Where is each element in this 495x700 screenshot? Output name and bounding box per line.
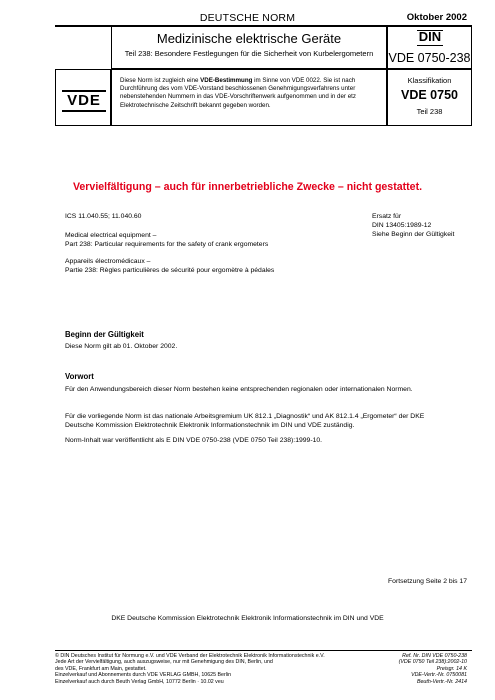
document-title: Medizinische elektrische Geräte [156,31,342,46]
note-text-end: im Sinne von VDE 0022. Sie ist nach Durchführung des vom VDE-Vorstand beschlossenen Genehmigungsverfahrens unter nebenstehenden Nummern in das VDE-Vorschriftenwerk aufgenommen und in der etz Elektrotechnische Zeitschrift bekannt gegeben worden. [120,77,356,109]
classification-label: Klassifikation [407,76,452,85]
validity-text: Diese Norm gilt ab 01. Oktober 2002. [65,343,178,350]
foreword-paragraph-2 [65,412,470,430]
classification-part: Teil 238 [416,107,443,116]
english-title-line2: Part 238: Particular requirements for the safety of crank ergometers [65,241,269,248]
footer-left-line: Einzelverkauf und Abonnements durch VDE VERLAG GMBH, 10625 Berlin [55,672,232,679]
footer-right-line: Ref. Nr. DIN VDE 0750-238 [402,653,467,659]
footer-left-line: Jede Art der Vervielfältigung, auch auszugsweise, nur mit Genehmigung des DIN, Berlin, und [55,659,273,666]
replaced-standard: DIN 13405:1989-12 [372,222,432,229]
footer-left-line: © DIN Deutsches Institut für Normung e.V. und VDE Verband der Elektrotechnik Elektronik Informationstechnik e.V. [55,653,325,659]
classification-code: VDE 0750 [401,88,458,102]
validity-heading: Beginn der Gültigkeit [65,330,144,339]
footer-reference [399,653,467,685]
dke-line: DKE Deutsche Kommission Elektrotechnik Elektronik Informationstechnik im DIN und VDE [111,615,384,622]
classification-box [387,69,472,126]
footer-right-line: (VDE 0750 Teil 238):2002-10 [398,659,467,666]
foreword-paragraph-2-line2: Deutsche Kommission Elektrotechnik Elektronik Informationstechnik im DIN und VDE zuständig. [65,422,355,429]
ics-codes: ICS 11.040.55; 11.040.60 [65,213,142,220]
footer-right-line: Beuth-Vertr.-Nr. 2414 [416,678,467,685]
footer-right-line: Preisgr. 14 K [436,665,467,672]
continuation-note: Fortsetzung Seite 2 bis 17 [388,578,467,585]
english-title [65,231,268,249]
din-number: VDE 0750-238 [388,51,471,65]
vde-regulation-note [111,69,387,126]
replacement-info [372,212,454,239]
din-number-box [387,26,472,69]
note-text-bold: VDE-Bestimmung [200,77,253,84]
replacement-label: Ersatz für [372,213,402,220]
din-logo: DIN [418,29,442,44]
footer-left-line: des VDE, Frankfurt am Main, gestattet. [55,665,147,672]
title-box [111,26,387,69]
french-title-line1: Appareils électromédicaux – [65,258,151,265]
foreword-paragraph-3: Norm-Inhalt war veröffentlicht als E DIN VDE 0750-238 (VDE 0750 Teil 238):1999-10. [65,437,323,444]
footer-rule [55,650,472,651]
footer-copyright [55,653,355,685]
footer-left-line: Einzelverkauf auch durch Beuth Verlag GmbH, 10772 Berlin · 10.02 veu [55,678,224,685]
footer-right-line: VDE-Vertr.-Nr. 0750081 [411,672,467,679]
french-title [65,257,274,275]
vde-logo: VDE [62,90,106,112]
publication-date: Oktober 2002 [406,12,467,23]
standard-type: DEUTSCHE NORM [199,12,296,24]
foreword-paragraph-2-line1: Für die vorliegende Norm ist das nationale Arbeitsgremium UK 812.1 „Diagnostik“ und AK 812.1.4 „Ergometer“ der DKE [65,413,425,420]
note-text-start: Diese Norm ist zugleich eine [120,77,201,84]
french-title-line2: Partie 238: Règles particulières de sécurité pour ergomètre à pédales [65,267,275,274]
replacement-validity: Siehe Beginn der Gültigkeit [372,231,455,238]
foreword-paragraph-1: Für den Anwendungsbereich dieser Norm bestehen keine entsprechenden regionalen oder internationalen Normen. [65,386,413,393]
foreword-heading: Vorwort [65,372,94,381]
document-subtitle: Teil 238: Besondere Festlegungen für die Sicherheit von Kurbelergometern [124,49,374,58]
vde-logo-box [55,69,111,126]
reproduction-warning: Vervielfältigung – auch für innerbetriebliche Zwecke – nicht gestattet. [72,181,423,193]
english-title-line1: Medical electrical equipment – [65,232,157,239]
